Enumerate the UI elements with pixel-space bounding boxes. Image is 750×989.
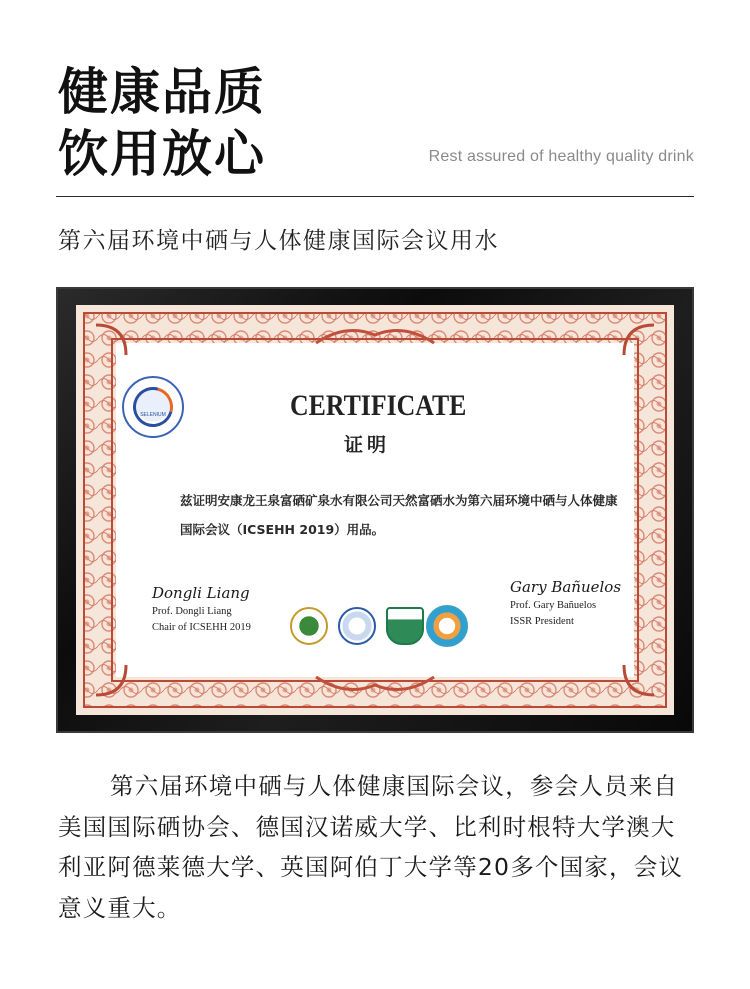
tagline: Rest assured of healthy quality drink	[428, 148, 694, 165]
heading-line-1: 健康品质	[58, 63, 266, 121]
certificate-title: CERTIFICATE	[290, 389, 467, 422]
association-emblem-icon	[426, 605, 468, 647]
signature-left	[152, 582, 251, 636]
heading-line-2: 饮用放心	[58, 125, 266, 183]
signature-right-role: ISSR President	[510, 616, 574, 627]
certificate-subtitle: 证明	[344, 434, 391, 456]
signature-left-name: Prof. Dongli Liang	[152, 606, 232, 617]
selenium-seal-icon	[122, 376, 184, 438]
divider	[56, 196, 694, 197]
signature-left-script: Dongli Liang	[152, 584, 250, 602]
seal-text: SELENIUM	[140, 412, 166, 418]
university-emblem-icon	[338, 607, 376, 645]
page-heading	[58, 62, 266, 186]
description-paragraph: 第六届环境中硒与人体健康国际会议，参会人员来自美国国际硒协会、德国汉诺威大学、比利时根特大学澳大利亚阿德莱德大学、英国阿伯丁大学等20多个国家，会议意义重大。	[58, 772, 684, 922]
certificate-body: 兹证明安康龙王泉富硒矿泉水有限公司天然富硒水为第六届环境中硒与人体健康国际会议（ICSEHH 2019）用品。	[180, 493, 618, 537]
signature-left-role: Chair of ICSEHH 2019	[152, 622, 251, 633]
section-subtitle: 第六届环境中硒与人体健康国际会议用水	[58, 228, 499, 254]
shield-emblem-icon	[386, 607, 424, 645]
signature-right-script: Gary Bañuelos	[510, 578, 622, 596]
signature-right-name: Prof. Gary Bañuelos	[510, 600, 597, 611]
signature-right	[510, 576, 621, 630]
wheat-emblem-icon	[290, 607, 328, 645]
